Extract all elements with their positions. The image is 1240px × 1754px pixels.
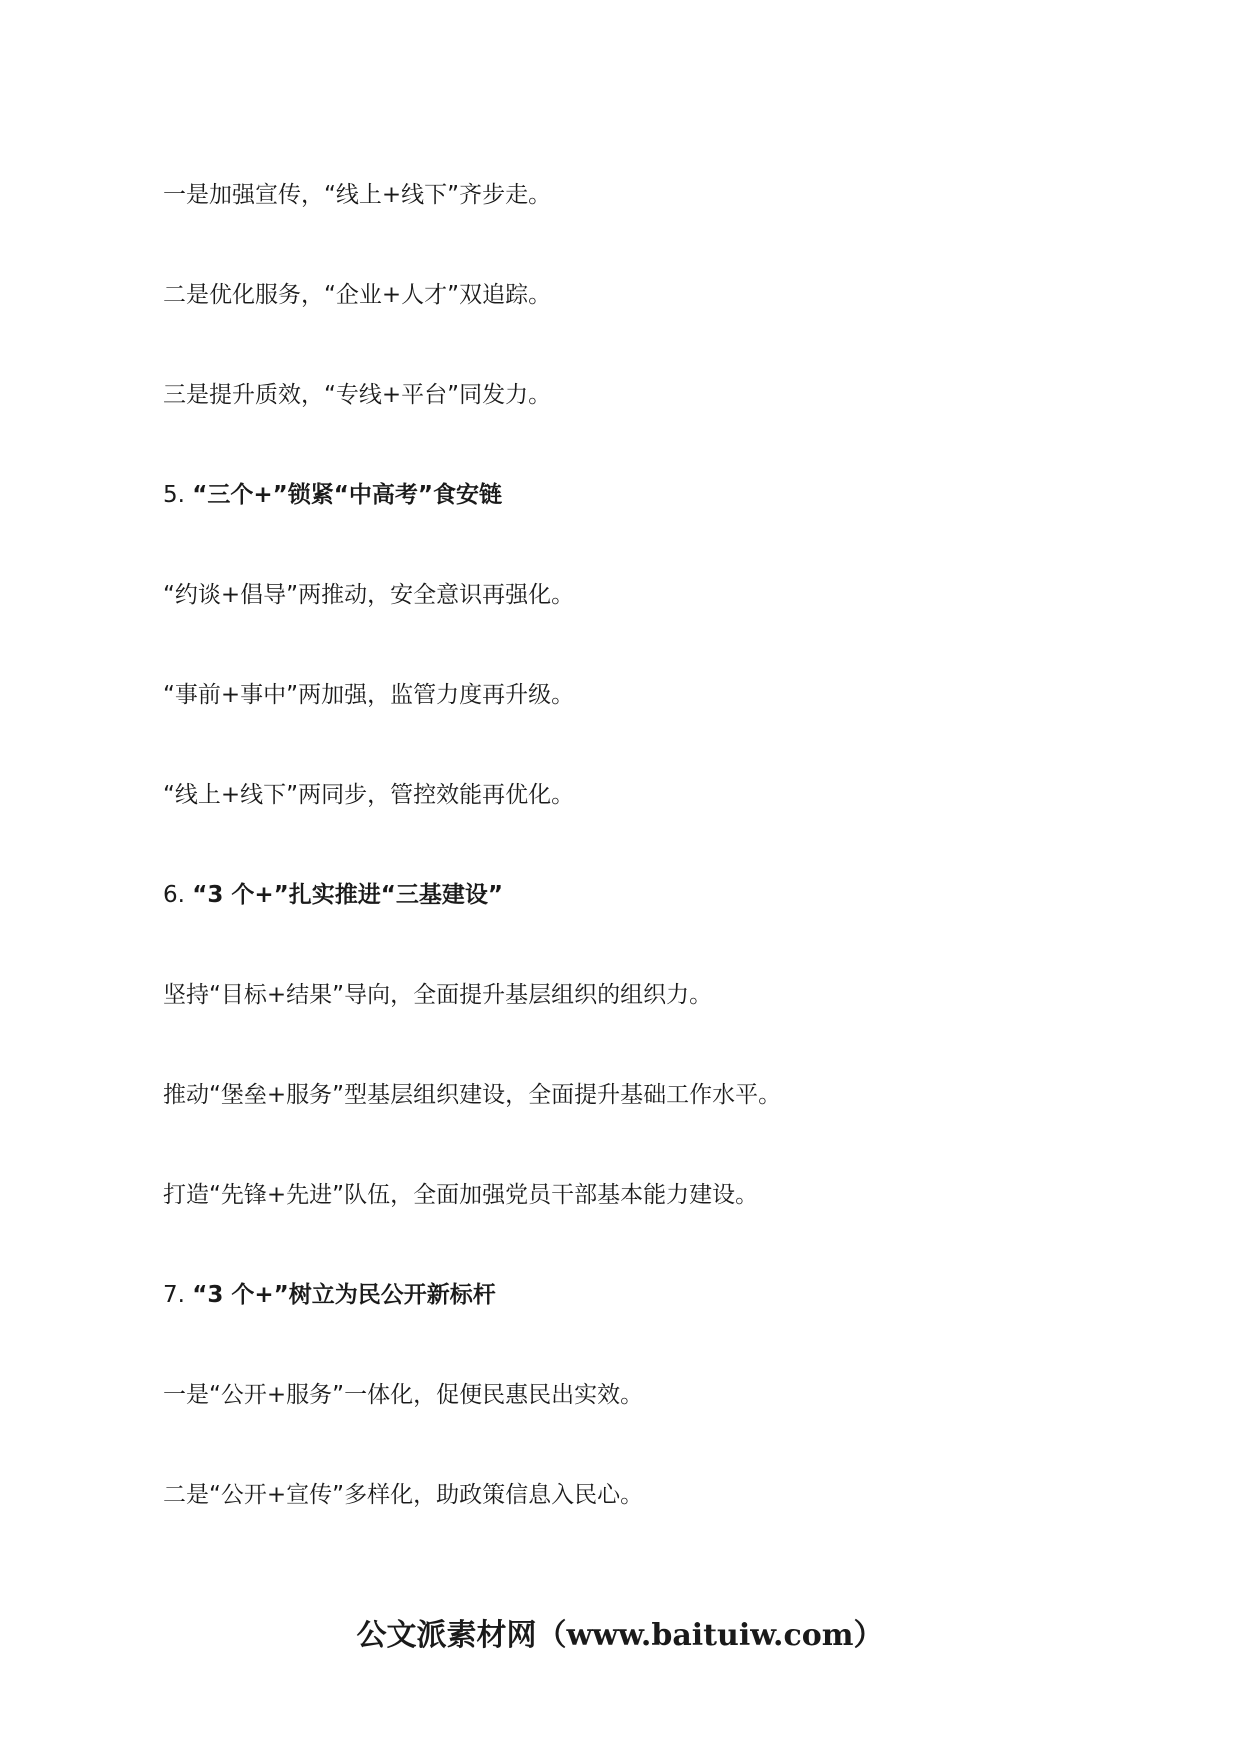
paragraph-line: 推动“堡垒+服务”型基层组织建设，全面提升基础工作水平。	[163, 1082, 782, 1108]
section-number: 6.	[163, 882, 193, 908]
section-heading-6	[163, 880, 503, 910]
section-heading-7	[163, 1280, 496, 1310]
paragraph-line: 打造“先锋+先进”队伍，全面加强党员干部基本能力建设。	[163, 1182, 759, 1208]
section-heading-5	[163, 480, 502, 510]
paragraph-line: 二是优化服务，“企业+人才”双追踪。	[163, 282, 552, 308]
paragraph-line: 三是提升质效，“专线+平台”同发力。	[163, 382, 552, 408]
paragraph-line: 一是“公开+服务”一体化，促便民惠民出实效。	[163, 1382, 644, 1408]
paragraph-line: “事前+事中”两加强，监管力度再升级。	[163, 682, 575, 708]
paragraph-line: “线上+线下”两同步，管控效能再优化。	[163, 782, 575, 808]
footer-watermark: 公文派素材网（www.baituiw.com）	[356, 1618, 884, 1653]
paragraph-line: 二是“公开+宣传”多样化，助政策信息入民心。	[163, 1482, 644, 1508]
paragraph-line: 一是加强宣传，“线上+线下”齐步走。	[163, 182, 552, 208]
section-number: 5.	[163, 482, 193, 508]
paragraph-line: “约谈+倡导”两推动，安全意识再强化。	[163, 582, 575, 608]
section-title: “3 个+”扎实推进“三基建设”	[192, 882, 504, 908]
section-number: 7.	[163, 1282, 193, 1308]
section-title: “3 个+”树立为民公开新标杆	[192, 1282, 496, 1308]
paragraph-line: 坚持“目标+结果”导向，全面提升基层组织的组织力。	[163, 982, 713, 1008]
section-title: “三个+”锁紧“中高考”食安链	[192, 482, 503, 508]
